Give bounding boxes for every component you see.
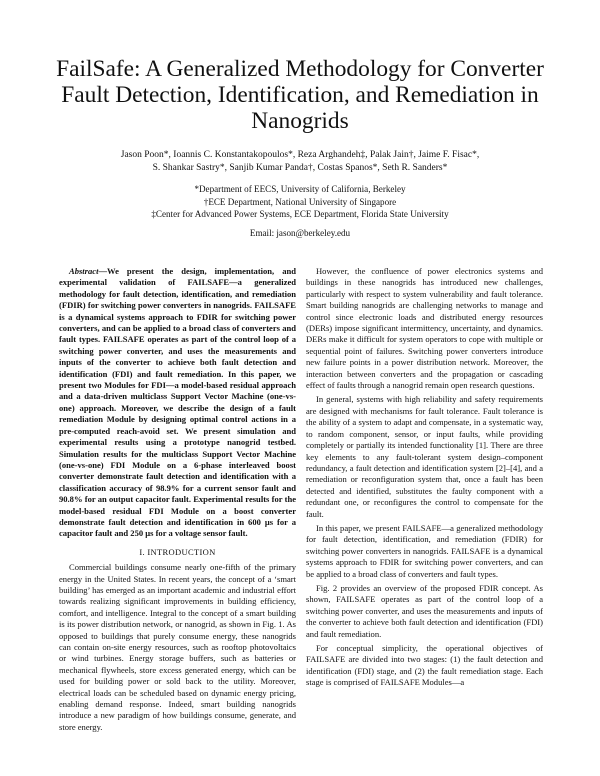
affiliation-list [40, 183, 560, 221]
right-column [306, 266, 543, 689]
title-line: Fault Detection, Identification, and Remediation in [61, 82, 539, 108]
body-paragraph: Commercial buildings consume nearly one-fifth of the primary energy in the United States. In recent years, the concept of a ‘smart building’ has emerged as an important academic and industrial effort towards realizing significant improvements in building efficiency, comfort, and intelligence. Integral to the concept of a smart building is its power distribution network, or nanogrid, as shown in Fig. 1. As opposed to buildings that purely consume energy, these nanogrids can contain on-site energy resources, such as rooftop photovoltaics or wind turbines. Energy storage buffers, such as batteries or mechanical flywheels, store excess generated energy, which can be used for building power or sold back to the utility. Moreover, electrical loads can be scheduled based on dynamic energy pricing, enabling demand response. Indeed, smart building nanogrids introduce a new paradigm of how buildings consume, generate, and store energy. [59, 562, 296, 732]
author-list [40, 149, 560, 175]
contact-email: Email: jason@berkeley.edu [249, 228, 351, 238]
paper-title [30, 56, 570, 134]
title-line: Nanogrids [251, 108, 349, 134]
left-column [59, 266, 296, 733]
section-heading: I. INTRODUCTION [139, 546, 216, 557]
body-paragraph: For conceptual simplicity, the operational objectives of FAILSAFE are divided into two stages: (1) the fault detection and identification (FDI) stage, and (2) the fault remediation stage. Each stage is comprised of FAILSAFE Modules—a [306, 643, 543, 688]
abstract-text: —We present the design, implementation, and experimental validation of FAILSAFE—a generalized methodology for fault detection, identification, and remediation (FDIR) for switching power converters in nanogrids. FAILSAFE is a dynamical systems approach to FDIR for switching power converters, and can be applied to a broad class of converters and fault types. FAILSAFE operates as part of the control loop of a switching power converter, and uses the measurements and inputs of the converter to achieve both fault detection and identification (FDI) and fault remediation. In this paper, we present two Modules for FDI—a model-based residual approach and a data-driven multiclass Support Vector Machine (one-vs-one) approach. Moreover, we describe the design of a fault remediation Module by designing optimal control actions in a pre-computed reach-avoid set. We present simulation and experimental results using a prototype nanogrid testbed. Simulation results for the multiclass Support Vector Machine (one-vs-one) FDI Module on a 6-phase interleaved boost converter demonstrate fault detection and identification with a classification accuracy of 98.9% for a current sensor fault and 90.8% for an output capacitor fault. Experimental results for the model-based residual FDI Module on a boost converter demonstrate fault detection and identification in 600 μs for a capacitor fault and 250 μs for a voltage sensor fault. [59, 266, 296, 539]
body-paragraph: Fig. 2 provides an overview of the proposed FDIR concept. As shown, FAILSAFE operates as part of the control loop of a switching power converter, and uses the measurements and inputs of the converter to achieve both fault detection and identification (FDI) and fault remediation. [306, 582, 543, 639]
affiliation: ‡Center for Advanced Power Systems, ECE Department, Florida State University [151, 209, 449, 219]
body-paragraph: In this paper, we present FAILSAFE—a generalized methodology for fault detection, identification, and remediation (FDIR) for switching power converters in nanogrids. FAILSAFE is a dynamical systems approach to FDIR for switching power converters, and can be applied to a broad class of converters and fault types. [306, 522, 543, 579]
body-paragraph: In general, systems with high reliability and safety requirements are designed with mechanisms for fault tolerance. Fault tolerance is the ability of a system to adapt and compensate, in a systematic way, to random component, sensor, or input faults, while providing completely or partially its intended functionality [1]. There are three key elements to any fault-tolerant system design–component redundancy, a fault detection and identification system [2]–[4], and a remediation or reconfiguration system that, once a fault has been detected and identified, substitutes the faulty component with a redundant one, or reconfigures the control to compensate for the fault. [306, 394, 543, 519]
body-paragraph: However, the confluence of power electronics systems and buildings in these nanogrids has introduced new challenges, particularly with respect to system vulnerability and fault tolerance. Smart building nanogrids are challenging networks to manage and control since electronic loads and distributed energy resources (DERs) impose significant intermittency, uncertainty, and dynamics. DERs make it difficult for system operators to cope with multiple or sequential point of failures. Switching power converters introduce new failure points in a power distribution network. Moreover, the interaction between converters and the propagation or cascading effect of faults through a nanogrid remain open research questions. [306, 266, 543, 391]
abstract-lead: Abstract [69, 266, 99, 276]
author-line: S. Shankar Sastry*, Sanjib Kumar Panda†, Costas Spanos*, Seth R. Sanders* [152, 163, 448, 173]
author-line: Jason Poon*, Ioannis C. Konstantakopoulos*, Reza Arghandeh‡, Palak Jain†, Jaime F. Fisac*, [120, 150, 480, 160]
title-line: FailSafe: A Generalized Methodology for Converter [56, 56, 544, 82]
affiliation: †ECE Department, National University of Singapore [203, 196, 397, 207]
abstract [59, 266, 296, 540]
affiliation: *Department of EECS, University of California, Berkeley [194, 184, 406, 194]
